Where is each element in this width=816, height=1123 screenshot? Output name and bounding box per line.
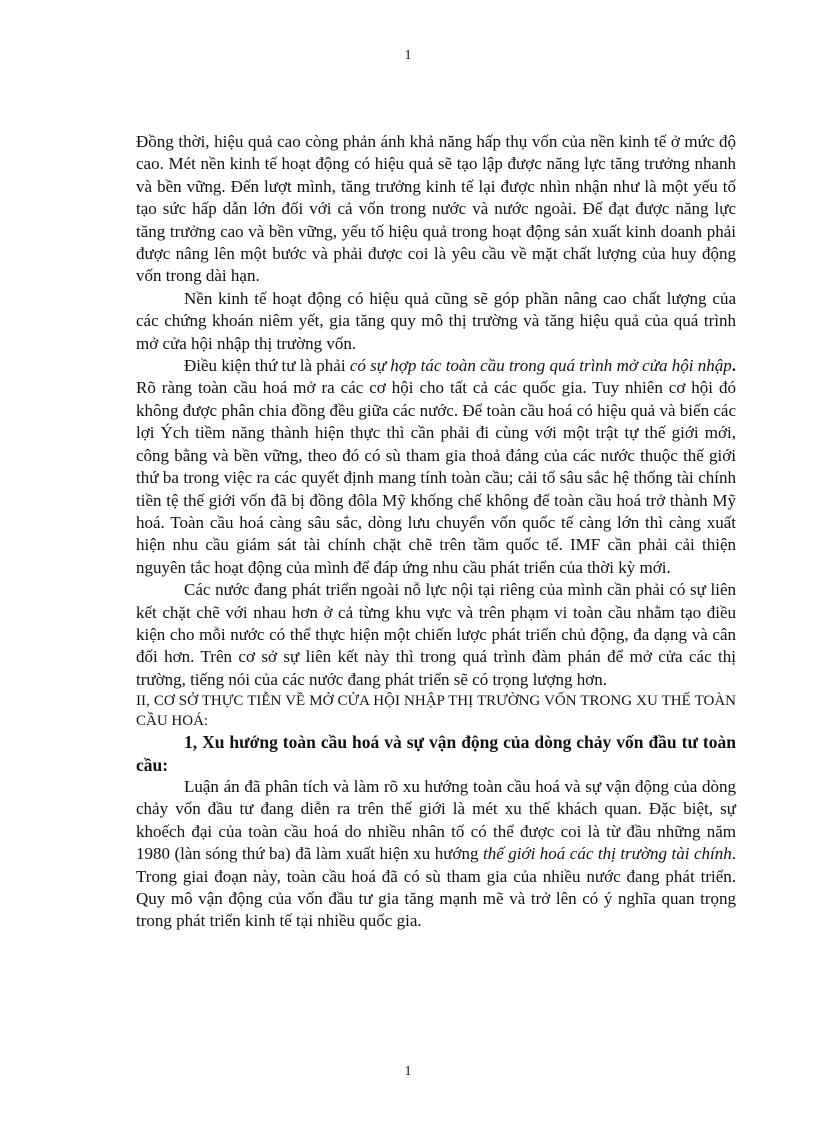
emphasis-text: thế giới hoá các thị trường tài chính — [483, 844, 732, 864]
paragraph-developing-countries: Các nước đang phát triển ngoài nỗ lực nội tại riêng của mình cần phải có sự liên kết chặt chẽ với nhau hơn ở cả từng khu vực và trên phạm vi toàn cầu nhằm tạo điều kiện cho mỗi nước có thể thực hiện một chiến lược phát triển chủ động, đa dạng và cân đối hơn. Trên cơ sở sự liên kết này thì trong quá trình đàm phán để mở cửa các thị trường, tiếng nói của các nước đang phát triển sẽ có trọng lượng hơn. — [136, 580, 736, 689]
bold-period: . — [731, 356, 737, 376]
paragraph-text: Rõ ràng toàn cầu hoá mở ra các cơ hội cho tất cả các quốc gia. Tuy nhiên cơ hội đó không được phân chia đồng đều giữa các nước. Để toàn cầu hoá có hiệu quả và biến các lợi Ých tiềm năng thành hiện thực thì cần phải đi cùng với một trật tự thế giới mới, công bằng và bền vững, theo đó có sù tham gia thoả đáng của các nước thuộc thế giới thứ ba trong việc ra các quyết định mang tính toàn cầu; cải tổ sâu sắc hệ thống tài chính tiền tệ thế giới vốn đã bị đồng đôla Mỹ khống chế không để toàn cầu hoá trở thành Mỹ hoá. Toàn cầu hoá càng sâu sắc, dòng lưu chuyển vốn quốc tế càng lớn thì càng xuất hiện nhu cầu giám sát tài chính chặt chẽ trên tầm quốc tế. IMF cần phải cải thiện nguyên tắc hoạt động của mình để đáp ứng nhu cầu phát triển của thời kỳ mới. — [136, 378, 736, 577]
paragraph-text: Luận án đã phân tích và làm rõ xu hướng toàn cầu hoá và sự vận động của dòng chảy vốn đầu tư đang diễn ra trên thế giới là mét xu thế khách quan. Đặc biệt, sự khoếch đại của toàn cầu hoá do nhiều nhân tố có thể được coi là từ đầu những năm 1980 (làn sóng thứ ba) đã làm xuất hiện xu hướng — [136, 776, 736, 864]
paragraph-securities-quality: Nền kinh tế hoạt động có hiệu quả cũng sẽ góp phần nâng cao chất lượng của các chứng khoán niêm yết, gia tăng quy mô thị trường và tăng hiệu quả của quá trình mở cửa hội nhập thị trường vốn. — [136, 288, 736, 353]
paragraph-text: Điều kiện thứ tư là phải — [184, 356, 350, 376]
emphasis-text: có sự hợp tác toàn cầu trong quá trình mở cửa hội nhập — [349, 356, 732, 376]
document-body — [136, 131, 736, 933]
paragraph-global-cooperation — [136, 355, 736, 579]
sub-heading: 1, Xu hướng toàn cầu hoá và sự vận động của dòng chảy vốn đầu tư toàn cầu: — [136, 732, 736, 775]
paragraph-efficiency: Đồng thời, hiệu quả cao còng phản ánh khả năng hấp thụ vốn của nền kinh tế ở mức độ cao. Mét nền kinh tế hoạt động có hiệu quả sẽ tạo lập được năng lực tăng trưởng nhanh và bền vững. Đến lượt mình, tăng trưởng kinh tế lại được nhìn nhận như là một yếu tố tạo sức hấp dẫn lớn đối với cả vốn trong nước và nước ngoài. Để đạt được năng lực tăng trưởng cao và bền vững, yếu tố hiệu quả trong hoạt động sản xuất kinh doanh phải được nâng lên một bước và phải được coi là yêu cầu về mặt chất lượng của huy động vốn trong dài hạn. — [136, 132, 736, 286]
paragraph-text: . Trong giai đoạn này, toàn cầu hoá đã có sù tham gia của nhiều nước đang phát triển. Quy mô vận động của vốn đầu tư gia tăng mạnh mẽ và trở lên có ý nghĩa quan trọng trong phát triển kinh tế tại nhiều quốc gia. — [136, 844, 736, 931]
section-heading: II, CƠ SỞ THỰC TIỄN VỀ MỞ CỬA HỘI NHẬP THỊ TRƯỜNG VỐN TRONG XU THẾ TOÀN CẦU HOÁ: — [136, 693, 736, 730]
page-number-footer: 1 — [404, 1064, 412, 1079]
paragraph-globalization-trend — [136, 776, 736, 933]
page-number-header: 1 — [404, 48, 412, 63]
